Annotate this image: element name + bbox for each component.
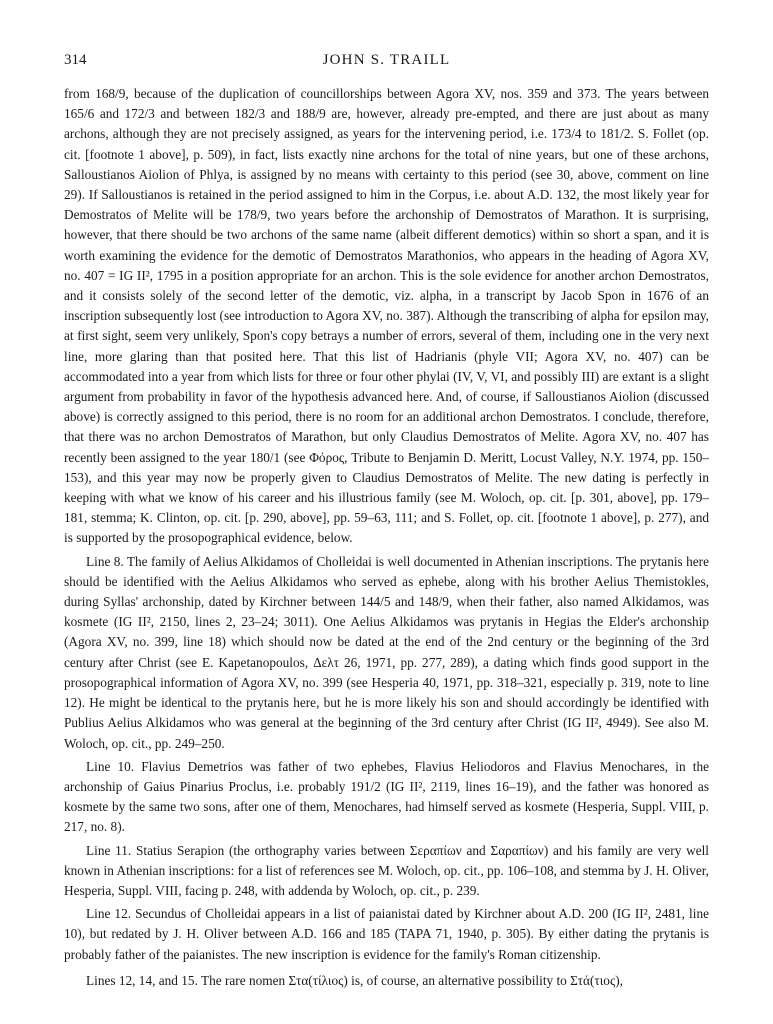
paragraph-line-12: Line 12. Secundus of Cholleidai appears in a list of paianistai dated by Kirchner about A.D. 200 (IG II², 2481, line 10), but redated by J. H. Oliver between A.D. 166 and 185 (TAPA 71, 1940, p. 305). By either dating the prytanis is probably father of the paianistes. The new inscription is evidence for the family's Roman citizenship. xyxy=(64,906,709,962)
page-number: 314 xyxy=(64,52,87,68)
paragraph-line-8: Line 8. The family of Aelius Alkidamos of Cholleidai is well documented in Athenian inscriptions. The prytanis here should be identified with the Aelius Alkidamos who served as ephebe, along with his brother Aelius Themistokles, during Syllas' archonship, dated by Kirchner between 144/5 and 148/9, when their father, also named Alkidamos, was kosmete (IG II², 2150, lines 2, 23–24; 3011). One Aelius Alkidamos was prytanis in Hegias the Elder's archonship (Agora XV, no. 399, line 18) which should now be dated at the end of the 2nd century or the beginning of the 3rd century after Christ (see E. Kapetanopoulos, Δελτ 26, 1971, pp. 277, 289), a dating which finds good support in the prosopographical information of Agora XV, no. 399 (see Hesperia 40, 1971, pp. 318–321, especially p. 319, note to line 12). He might be identical to the prytanis here, but he is more likely his son and should accordingly be identified with Publius Aelius Alkidamos who was general at the beginning of the 3rd century after Christ (IG II², 4949). See also M. Woloch, op. cit., pp. 249–250. xyxy=(64,553,709,751)
paragraph-line-11: Line 11. Statius Serapion (the orthography varies between Σεραπίων and Σαραπίων) and his family are very well known in Athenian inscriptions: for a list of references see M. Woloch, op. cit., pp. 106–108, and stemma by J. H. Oliver, Hesperia, Suppl. VIII, facing p. 248, with addenda by Woloch, op. cit., p. 239. xyxy=(64,842,709,898)
body-text xyxy=(64,84,709,991)
paragraph-lines-12-14-15: Lines 12, 14, and 15. The rare nomen Στα(τίλιος) is, of course, an alternative possibility to Στά(τιος), xyxy=(86,972,623,988)
running-title: JOHN S. TRAILL xyxy=(322,52,451,68)
paragraph-line-10: Line 10. Flavius Demetrios was father of two ephebes, Flavius Heliodoros and Flavius Menochares, in the archonship of Gaius Pinarius Proclus, i.e. probably 191/2 (IG II², 2119, lines 16–19), and the father was honored as kosmete by the same two sons, after one of them, Menochares, had himself served as kosmete (Hesperia, Suppl. VIII, p. 217, no. 8). xyxy=(64,758,709,835)
page-header xyxy=(64,52,709,76)
paragraph-demostratos: from 168/9, because of the duplication of councillorships between Agora XV, nos. 359 and 373. The years between 165/6 and 172/3 and between 182/3 and 188/9 are, however, already pre-empted, and there are just about as many archons, although they are not precisely assigned, as years for the intervening period, i.e. 173/4 to 181/2. S. Follet (op. cit. [footnote 1 above], p. 509), in fact, lists exactly nine archons for the total of nine years, but one of these archons, Salloustianos Aiolion of Phlya, is assigned by no means with certainty to this period (see 30, above, comment on line 29). If Salloustianos is retained in the period assigned to him in the Corpus, i.e. about A.D. 132, the most likely year for Demostratos of Melite will be 178/9, two years before the archonship of Demostratos of Marathon. It is surprising, however, that there should be two archons of the same name (albeit different demotics) within so short a span, and it is worth examining the evidence for the demotic of Demostratos Marathonios, who appears in the heading of Agora XV, no. 407 = IG II², 1795 in a position appropriate for an archon. This is the sole evidence for another archon Demostratos, and it consists solely of the second letter of the demotic, viz. alpha, in a transcript by Jacob Spon in 1676 of an inscription subsequently lost (see introduction to Agora XV, no. 387). Although the transcribing of alpha for epsilon may, at first sight, seem very unlikely, Spon's copy betrays a number of errors, several of them, including one in the very next line, more glaring than that posited here. That this list of Hadrianis (phyle VII; Agora XV, no. 407) can be accommodated into a year from which lists for three or four other phylai (IV, V, VI, and possibly III) are extant is a slight argument from probability in favor of the hypothesis advanced here. And, of course, if Salloustianos Aiolion (discussed above) is correctly assigned to this period, there is no room for an additional archon Demostratos. I conclude, therefore, that there was no archon Demostratos of Marathon, but only Claudius Demostratos of Melite. Agora XV, no. 407 has recently been assigned to the year 180/1 (see Φόρος, Tribute to Benjamin D. Meritt, Locust Valley, N.Y. 1974, pp. 150–153), and this year may now be properly given to Claudius Demostratos of Melite. The new dating is perfectly in keeping with what we know of his career and his illustrious family (see M. Woloch, op. cit. [p. 301, above], pp. 179–181, stemma; K. Clinton, op. cit. [p. 290, above], pp. 59–63, 111; and S. Follet, op. cit. [footnote 1 above], p. 277), and is supported by the prosopographical evidence, below. xyxy=(64,86,709,546)
